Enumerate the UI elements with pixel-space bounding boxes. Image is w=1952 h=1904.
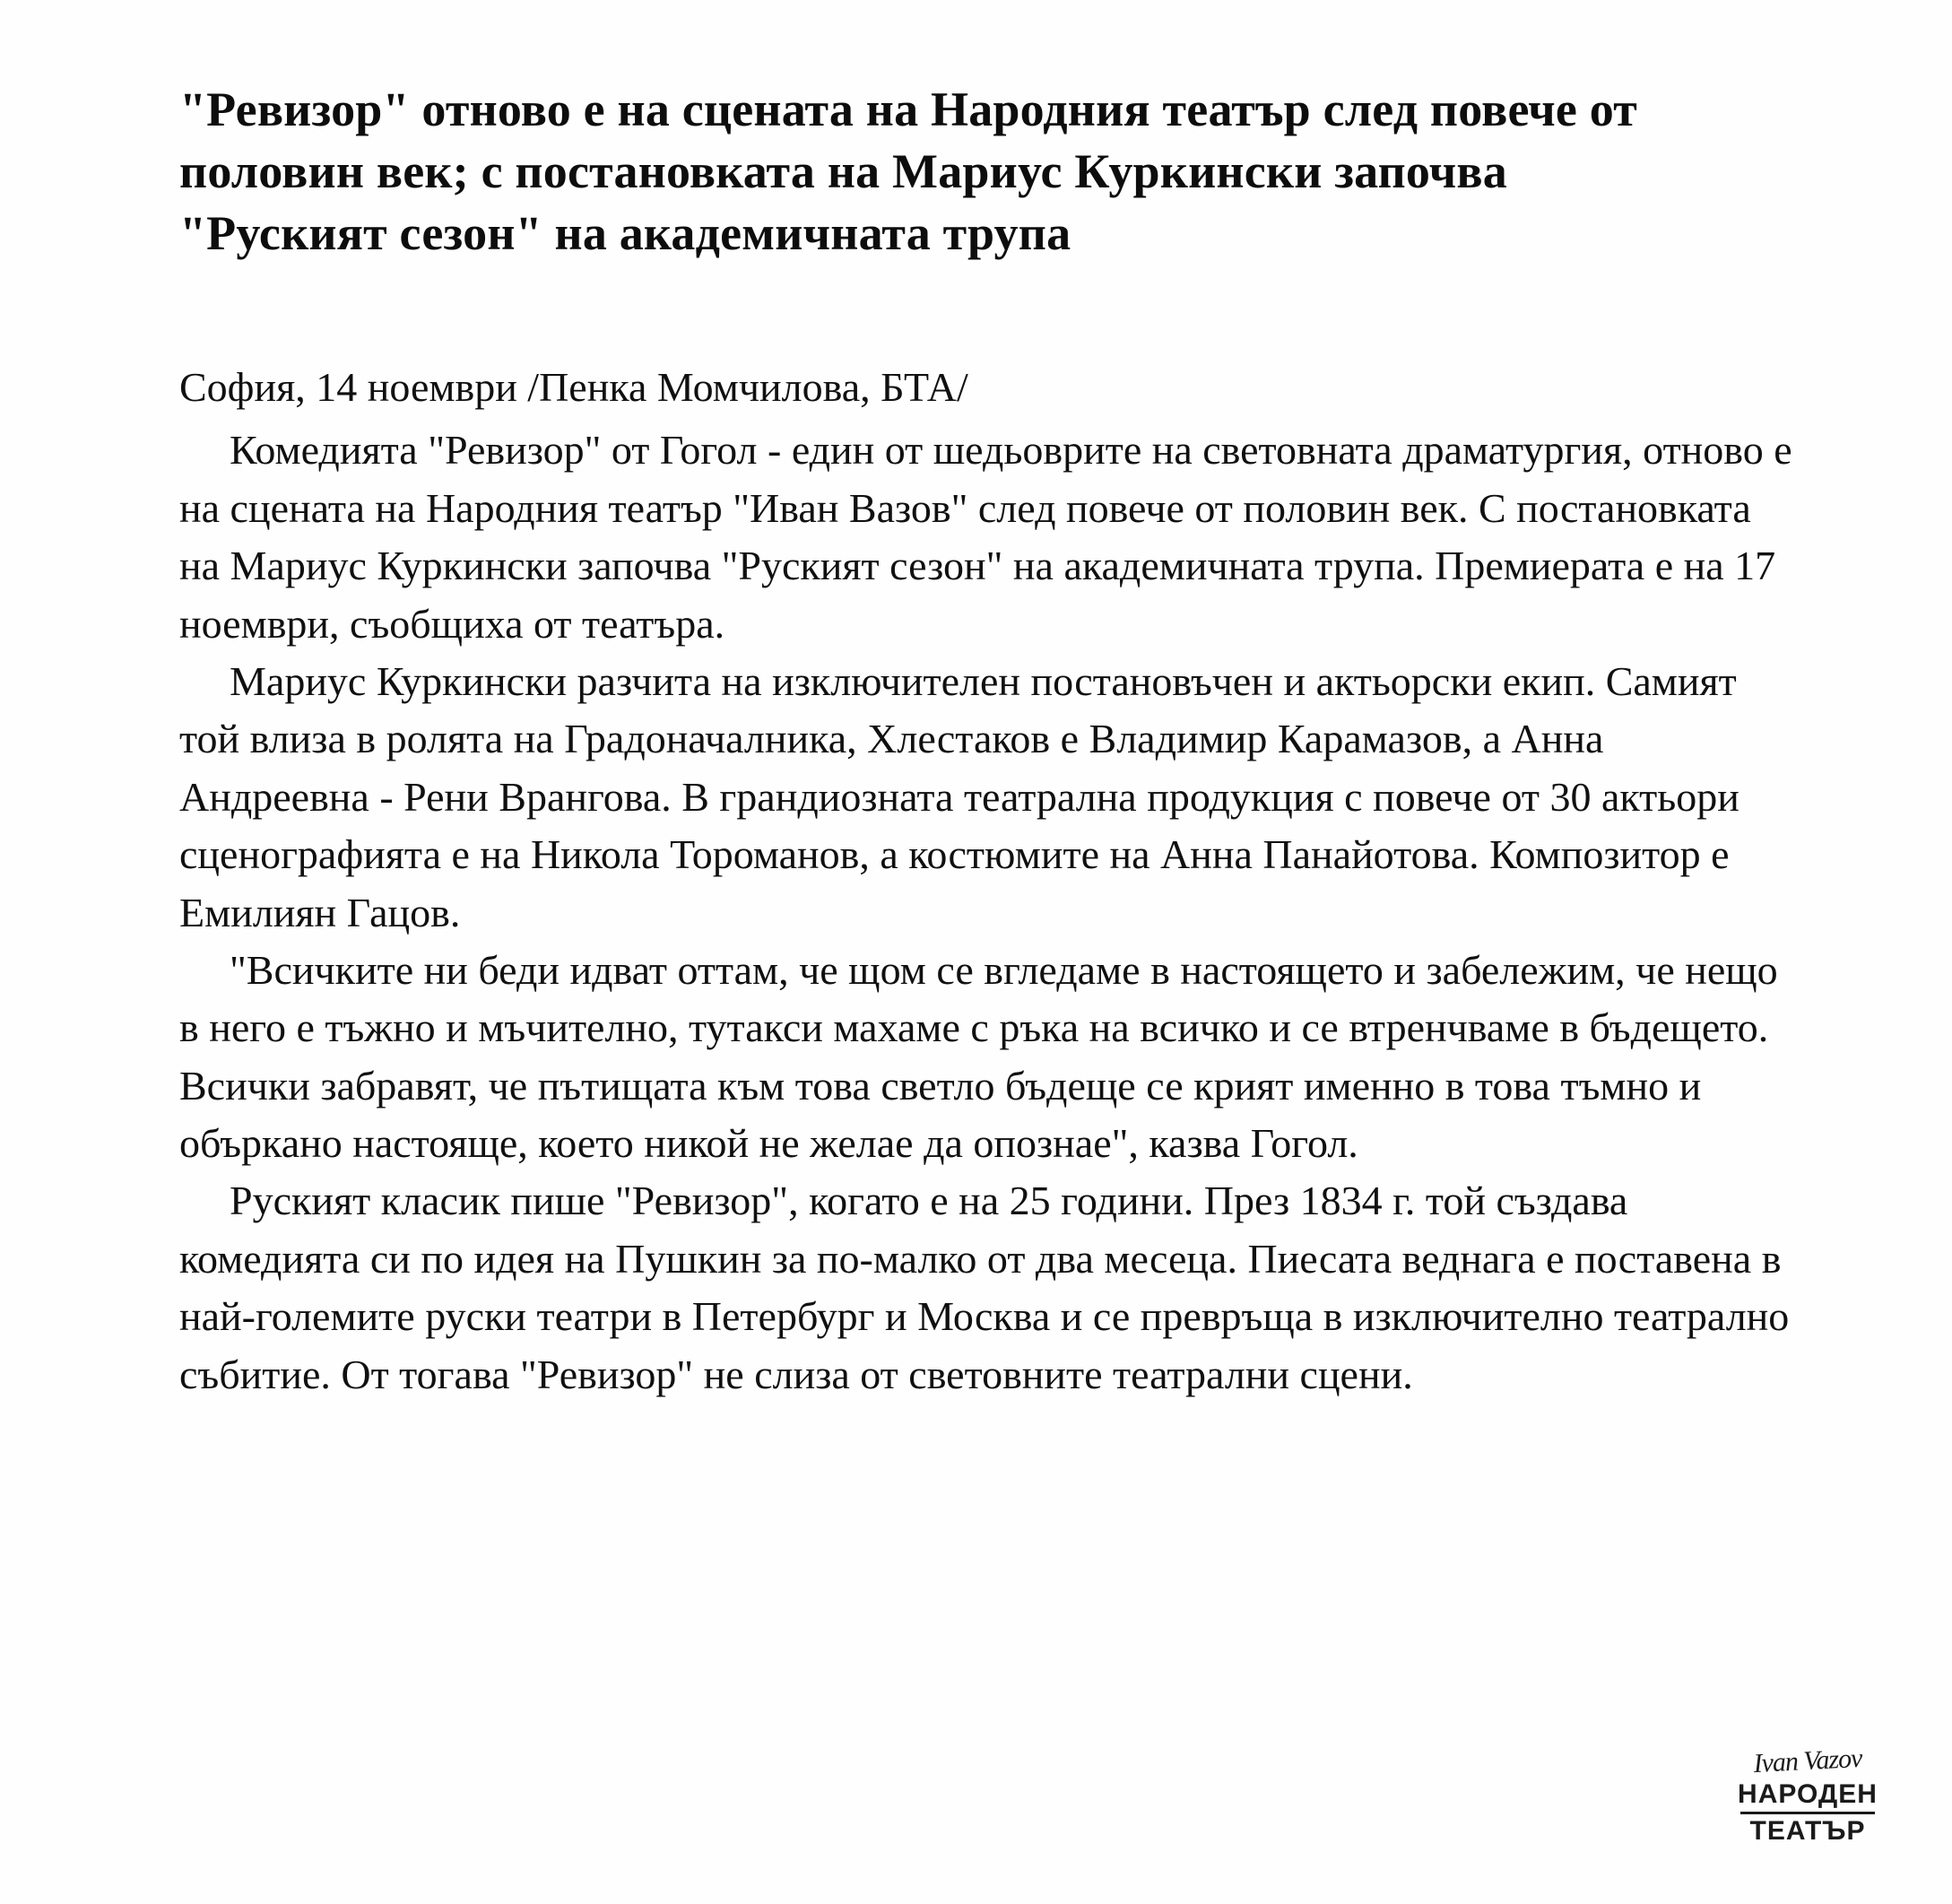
paragraph-3: "Всичките ни беди идват оттам, че щом се вгледаме в настоящето и забележим, че нещо в него е тъжно и мъчително, тутакси махаме с ръка на всичко и се втренчваме в бъдещето. Всички забравят, че пътищата към това светло бъдеще се крият именно в това тъмно и объркано настояще, което никой не желае да опознае", казва Гогол. [179,946,1778,1167]
article-body [179,359,1793,1404]
logo-line-teatar: ТЕАТЪР [1749,1815,1866,1846]
paragraph-1: Комедията "Ревизор" от Гогол - един от шедьоврите на световната драматургия, отново е на сцената на Народния театър "Иван Вазов" след повече от половин век. С постановката на Мариус Куркински започва "Руският сезон" на академичната трупа. Премиерата е на 17 ноември, съобщиха от театъра. [179,427,1792,647]
logo-signature-text: Ivan Vazov [1752,1743,1863,1779]
paragraph-2: Мариус Куркински разчита на изключителен постановъчен и актьорски екип. Самият той влиза в ролята на Градоначалника, Хлестаков е Владимир Карамазов, а Анна Андреевна - Рени Врангова. В грандиозната театрална продукция с повече от 30 актьори сценографията е на Никола Тороманов, а костюмите на Анна Панайотова. Композитор е Емилиян Гацов. [179,657,1739,935]
logo-divider-line [1740,1812,1875,1814]
page-title: "Ревизор" отново е на сцената на Народния театър след повече от половин век; с постановката на Мариус Куркински започва "Руският сезон" на академичната трупа [179,83,1638,261]
paragraph-4: Руският класик пише "Ревизор", когато е на 25 години. През 1834 г. той създава комедията си по идея на Пушкин за по-малко от два месеца. Пиесата веднага е поставена в най-големите руски театри в Петербург и Москва и се превръща в изключително театрално събитие. От тогава "Ревизор" не слиза от световните театрални сцени. [179,1178,1790,1397]
dateline: София, 14 ноември /Пенка Момчилова, БТА/ [179,364,968,410]
logo-line-narodén: НАРОДЕН [1738,1779,1878,1809]
national-theatre-logo [1713,1743,1902,1882]
